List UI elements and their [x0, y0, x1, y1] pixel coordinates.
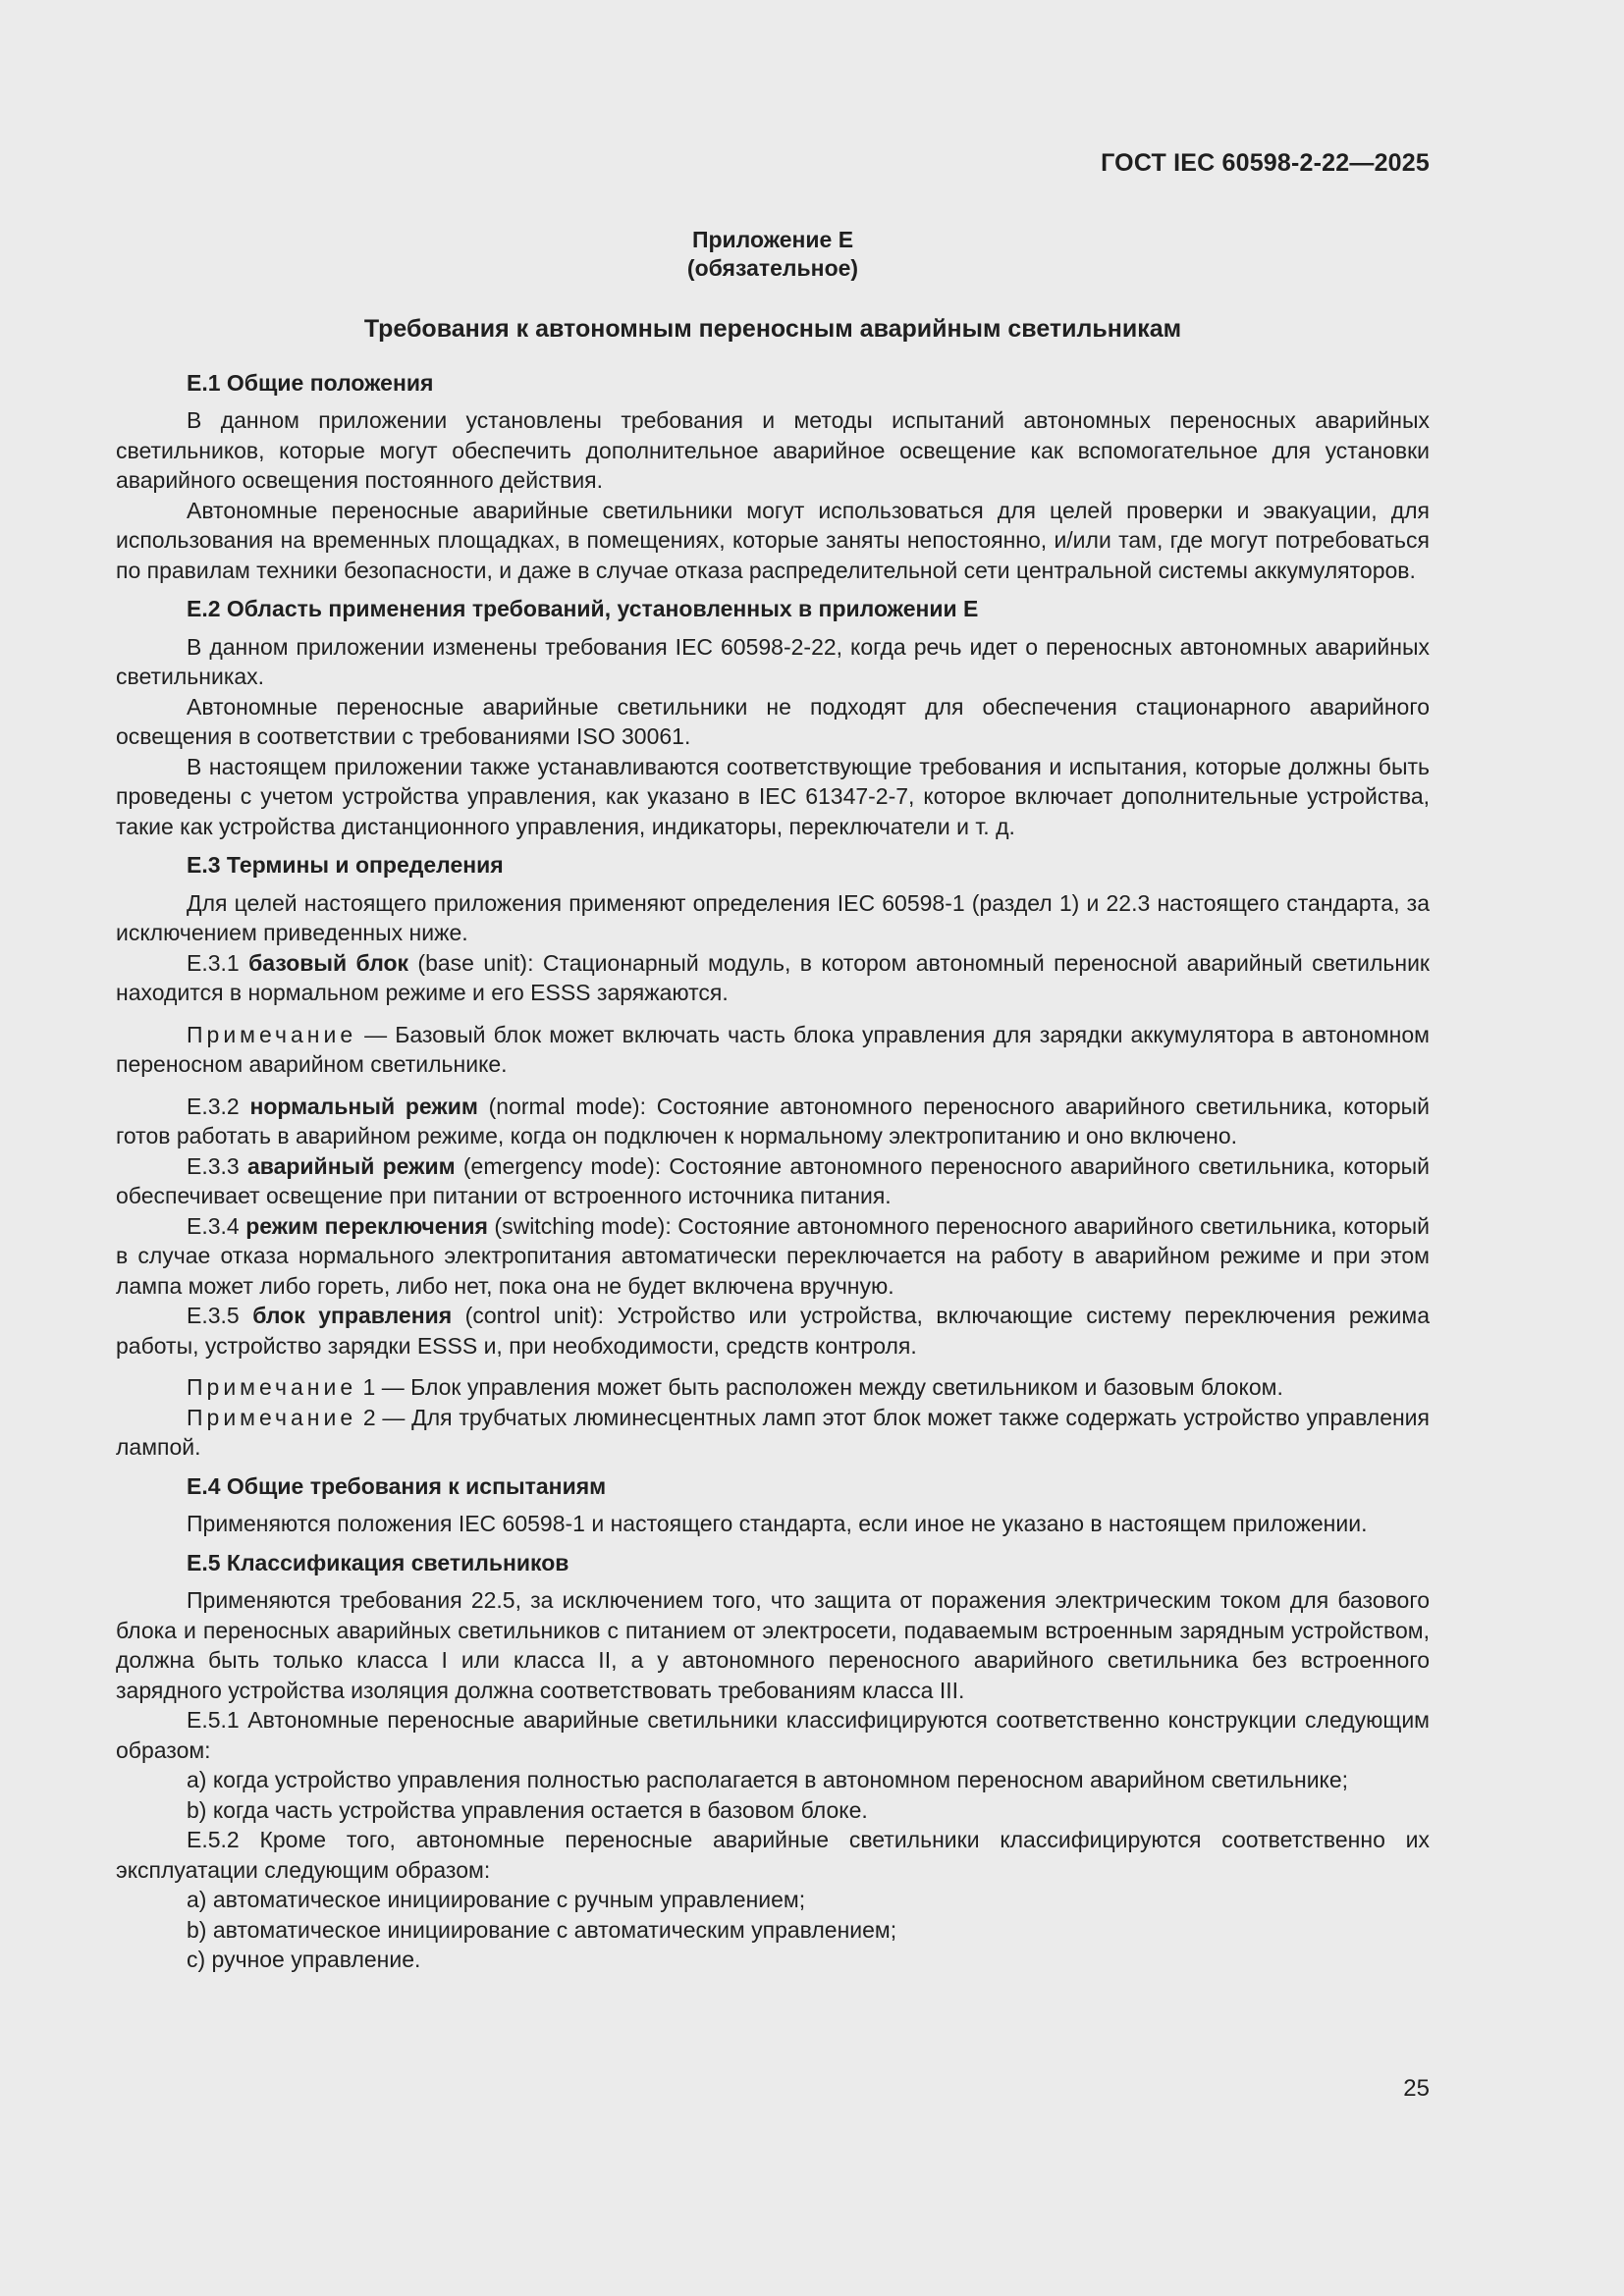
paragraph: В данном приложении изменены требования IEC 60598-2-22, когда речь идет о переносных автономных аварийных светильниках. — [116, 633, 1430, 689]
list-item: a) автоматическое инициирование с ручным управлением; — [187, 1887, 806, 1912]
list-item: a) когда устройство управления полностью располагается в автономном переносном аварийном светильнике; — [187, 1767, 1349, 1792]
list-item: c) ручное управление. — [187, 1947, 421, 1972]
note-label: Примечание — [187, 1021, 357, 1047]
paragraph: Автономные переносные аварийные светильники могут использоваться для целей проверки и эвакуации, для использования на временных площадках, в помещениях, которые заняты непостоянно, и/или там, где могут потребоваться по правилам техники безопасности, и даже в случае отказа распределительной сети центральной системы аккумуляторов. — [116, 497, 1430, 583]
definition-number: E.3.1 — [187, 949, 249, 976]
paragraph: Применяются требования 22.5, за исключением того, что защита от поражения электрическим током для базового блока и переносных аварийных светильников с питанием от электросети, подаваемым встроенным зарядным устройством, должна быть только класса I или класса II, а у автономного переносного аварийного светильника без встроенного зарядного устройства изоляция должна соответствовать требованиям класса III. — [116, 1587, 1430, 1703]
section-heading-e4: E.4 Общие требования к испытаниям — [187, 1472, 607, 1499]
paragraph: В данном приложении установлены требования и методы испытаний автономных переносных аварийных светильников, которые могут обеспечить дополнительное аварийное освещение как вспомогательное для установки аварийного освещения постоянного действия. — [116, 407, 1430, 493]
definition-text: (switching mode): Состояние автономного переносного аварийного светильника, который в случае отказа нормального электропитания автоматически переключается на работу в аварийном режиме и при этом лампа может либо гореть, либо нет, пока она не будет включена вручную. — [116, 1212, 1430, 1299]
note — [116, 1372, 1430, 1403]
note-label: Примечание — [187, 1404, 357, 1430]
definition-term: аварийный режим — [246, 1152, 456, 1179]
definition-term: нормальный режим — [249, 1093, 478, 1119]
definition-number: E.3.5 — [187, 1303, 253, 1328]
note-text: 2 — Для трубчатых люминесцентных ламп этот блок может также содержать устройство управления лампой. — [116, 1404, 1430, 1460]
note — [116, 1403, 1430, 1463]
definition-e3-1 — [116, 948, 1430, 1008]
section-heading-e3: E.3 Термины и определения — [187, 852, 504, 878]
paragraph: В настоящем приложении также устанавливаются соответствующие требования и испытания, которые должны быть проведены с учетом устройства управления, как указано в IEC 61347-2-7, которое включает дополнительные устройства, такие как устройства дистанционного управления, индикаторы, переключатели и т. д. — [116, 753, 1430, 839]
paragraph: E.5.1 Автономные переносные аварийные светильники классифицируются соответственно конструкции следующим образом: — [116, 1707, 1430, 1763]
definition-e3-3 — [116, 1151, 1430, 1211]
page-content — [116, 226, 1430, 1975]
definition-text: (base unit): Стационарный модуль, в котором автономный переносной аварийный светильник находится в нормальном режиме и его ESSS заряжаются. — [116, 949, 1430, 1005]
definition-number: E.3.2 — [187, 1093, 250, 1119]
paragraph: Автономные переносные аварийные светильники не подходят для обеспечения стационарного аварийного освещения в соответствии с требованиями ISO 30061. — [116, 693, 1430, 749]
list-item: b) когда часть устройства управления остается в базовом блоке. — [187, 1796, 868, 1823]
definition-number: E.3.3 — [187, 1152, 247, 1179]
definition-text: (normal mode): Состояние автономного переносного аварийного светильника, который готов работать в аварийном режиме, когда он подключен к нормальному электропитанию и оно включено. — [116, 1093, 1430, 1148]
annex-title: Требования к автономным переносным аварийным светильникам — [363, 315, 1182, 343]
paragraph: Применяются положения IEC 60598-1 и настоящего стандарта, если иное не указано в настоящем приложении. — [187, 1511, 1368, 1536]
definition-term: блок управления — [252, 1303, 453, 1328]
definition-e3-2 — [116, 1092, 1430, 1151]
definition-term: базовый блок — [248, 949, 409, 976]
definition-text: (emergency mode): Состояние автономного переносного аварийного светильника, который обеспечивает освещение при питании от встроенного источника питания. — [116, 1152, 1430, 1208]
section-heading-e1: E.1 Общие положения — [187, 369, 434, 396]
section-heading-e2: E.2 Область применения требований, установленных в приложении E — [187, 596, 979, 621]
definition-e3-4 — [116, 1211, 1430, 1302]
note — [116, 1020, 1430, 1080]
note-text: — Базовый блок может включать часть блока управления для зарядки аккумулятора в автономном переносном аварийном светильнике. — [116, 1021, 1430, 1077]
paragraph: Для целей настоящего приложения применяют определения IEC 60598-1 (раздел 1) и 22.3 настоящего стандарта, за исключением приведенных ниже. — [116, 889, 1430, 945]
list-item: b) автоматическое инициирование с автоматическим управлением; — [187, 1916, 897, 1943]
definition-e3-5 — [116, 1301, 1430, 1361]
definition-term: режим переключения — [245, 1212, 488, 1239]
annex-label: Приложение E — [691, 227, 854, 252]
definition-text: (control unit): Устройство или устройства, включающие систему переключения режима работы, устройство зарядки ESSS и, при необходимости, средств контроля. — [116, 1303, 1430, 1359]
definition-number: E.3.4 — [187, 1212, 246, 1239]
page-number: 25 — [1403, 2075, 1430, 2102]
annex-status: (обязательное) — [686, 255, 859, 281]
section-heading-e5: E.5 Классификация светильников — [187, 1549, 569, 1575]
standard-designation: ГОСТ IEC 60598-2-22—2025 — [1101, 149, 1430, 177]
note-text: 1 — Блок управления может быть расположен между светильником и базовым блоком. — [356, 1374, 1283, 1400]
note-label: Примечание — [187, 1374, 357, 1400]
paragraph: E.5.2 Кроме того, автономные переносные аварийные светильники классифицируются соответственно их эксплуатации следующим образом: — [116, 1827, 1430, 1883]
